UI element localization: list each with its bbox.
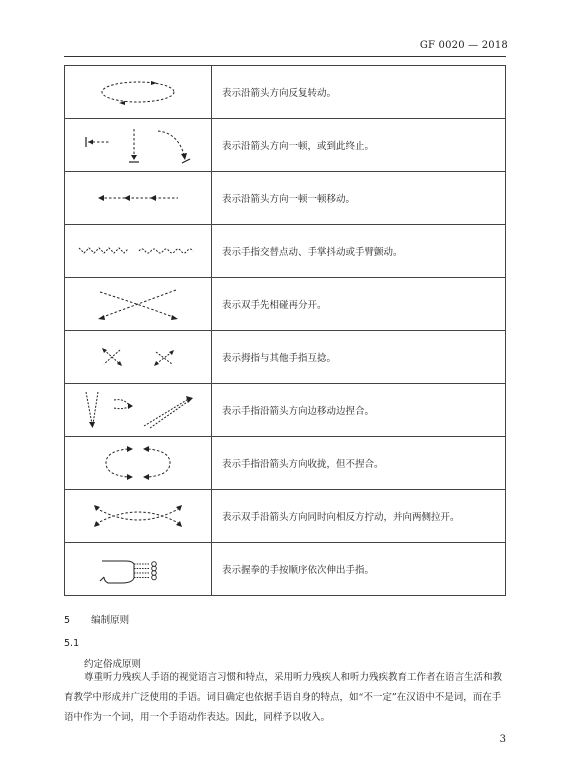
circular-dashed-arrows-icon [93, 72, 183, 112]
page-number: 3 [499, 734, 506, 745]
zigzag-wavy-line-icon [73, 236, 203, 266]
table-row [65, 66, 506, 119]
symbol-cell [65, 119, 212, 172]
description-cell: 表示沿箭头方向反复转动。 [212, 66, 506, 119]
description-cell: 表示拇指与其他手指互捻。 [212, 331, 506, 384]
section-heading [64, 612, 129, 626]
symbol-cell [65, 543, 212, 596]
subsection-number: 5.1 [64, 638, 80, 649]
converging-arrows-icon [78, 388, 198, 432]
table-row [65, 225, 506, 278]
symbol-cell [65, 278, 212, 331]
description-cell: 表示手指沿箭头方向边移动边捏合。 [212, 384, 506, 437]
header-rule [64, 56, 506, 57]
symbol-cell [65, 331, 212, 384]
table-row [65, 119, 506, 172]
table-row [65, 384, 506, 437]
body-paragraph: 尊重听力残疾人手语的视觉语言习惯和特点，采用听力残疾人和听力残疾教育工作者在语言生活和教育教学中形成并广泛使用的手语。词目确定也依据手语自身的特点，如“不一定”在汉语中不是词，而在手语中作为一个词，用一个手语动作表达。因此，同样予以收入。 [64, 672, 503, 723]
symbol-cell [65, 225, 212, 278]
pinch-rub-arrows-icon [88, 342, 188, 372]
description-cell: 表示双手先相碰再分开。 [212, 278, 506, 331]
table-row [65, 331, 506, 384]
fist-finger-extend-icon [98, 551, 178, 587]
section-number: 5 [64, 615, 71, 626]
symbol-cell [65, 437, 212, 490]
gather-arrows-icon [98, 443, 178, 483]
table-row [65, 543, 506, 596]
description-cell: 表示沿箭头方向一顿，或到此终止。 [212, 119, 506, 172]
description-cell: 表示沿箭头方向一顿一顿移动。 [212, 172, 506, 225]
crossing-arrows-icon [88, 284, 188, 324]
description-cell: 表示手指沿箭头方向收拢，但不捏合。 [212, 437, 506, 490]
table-row [65, 437, 506, 490]
symbol-table [64, 65, 506, 596]
symbol-cell [65, 490, 212, 543]
symbol-cell [65, 172, 212, 225]
symbol-cell [65, 66, 212, 119]
description-cell: 表示双手沿箭头方向同时向相反方拧动，并向两侧拉开。 [212, 490, 506, 543]
table-row [65, 172, 506, 225]
description-cell: 表示握拳的手按顺序依次伸出手指。 [212, 543, 506, 596]
description-cell: 表示手指交替点动、手掌抖动或手臂颤动。 [212, 225, 506, 278]
arrow-with-stop-bar-icon [78, 123, 198, 167]
table-row [65, 490, 506, 543]
twisting-pull-arrows-icon [88, 498, 188, 534]
document-code: GF 0020 — 2018 [419, 40, 508, 51]
subsection-title: 约定俗成原则 [84, 659, 142, 670]
table-row [65, 278, 506, 331]
stepwise-arrow-icon [88, 183, 188, 213]
symbol-cell [65, 384, 212, 437]
section-title: 编制原则 [91, 615, 130, 626]
